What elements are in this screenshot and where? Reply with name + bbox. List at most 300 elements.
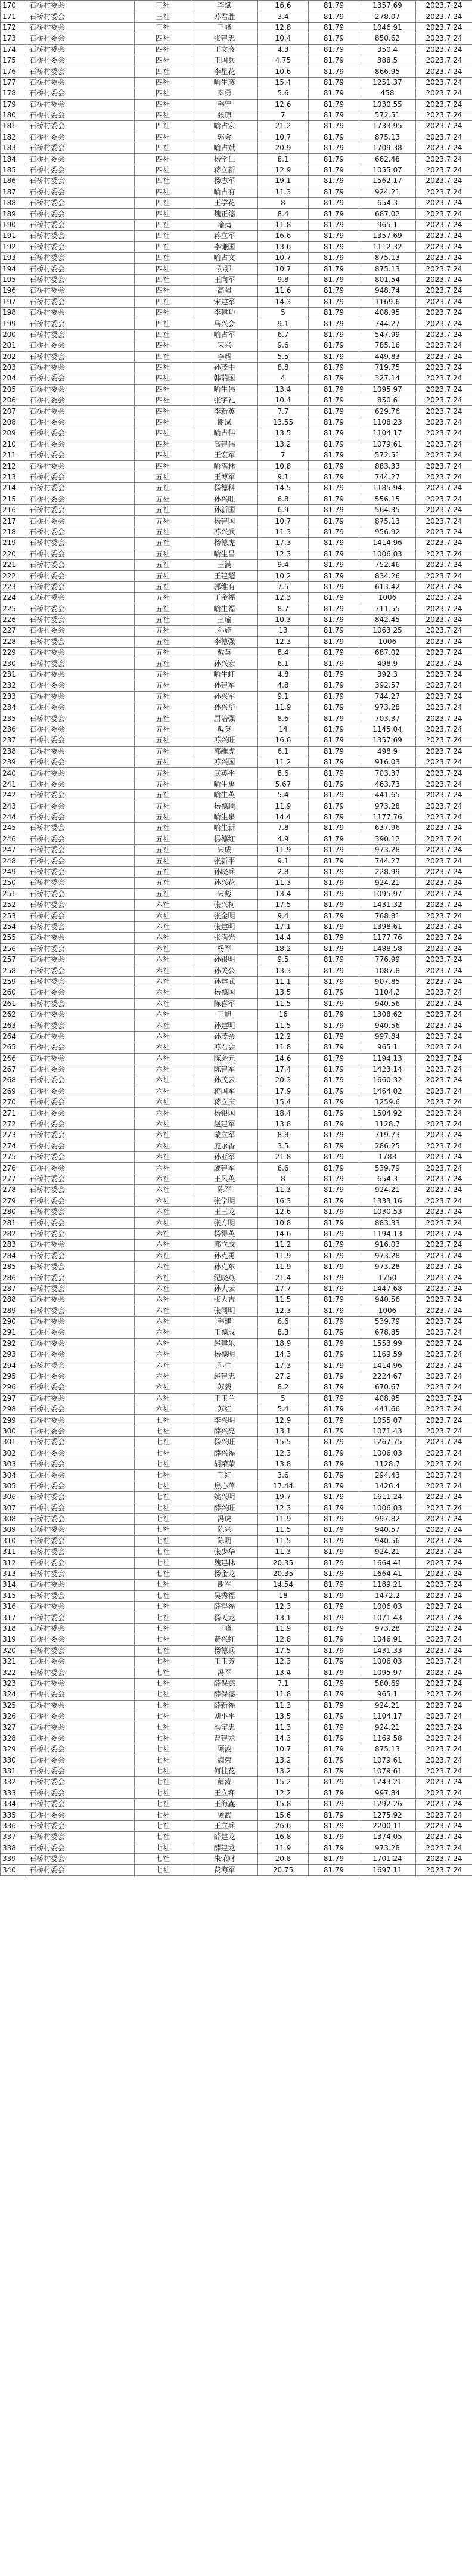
table-row	[1, 1810, 472, 1820]
unit-price-cell: 81.79	[309, 461, 359, 472]
table-row	[1, 1261, 472, 1272]
unit-price-cell: 81.79	[309, 44, 359, 55]
table-row	[1, 790, 472, 801]
group-cell: 六社	[135, 1272, 191, 1283]
village-committee-cell: 石桥村委会	[27, 1174, 135, 1184]
date-cell: 2023.7.24	[416, 1130, 472, 1141]
table-row	[1, 1448, 472, 1459]
table-row	[1, 143, 472, 154]
row-number-cell: 236	[1, 724, 27, 735]
unit-price-cell: 81.79	[309, 812, 359, 822]
row-number-cell: 231	[1, 669, 27, 680]
row-number-cell: 265	[1, 1042, 27, 1053]
group-cell: 七社	[135, 1558, 191, 1568]
date-cell: 2023.7.24	[416, 1788, 472, 1798]
unit-price-cell: 81.79	[309, 1163, 359, 1174]
unit-price-cell: 81.79	[309, 351, 359, 362]
name-cell: 李星花	[191, 66, 258, 77]
amount-cell: 547.99	[359, 329, 416, 340]
area-cell: 8.8	[258, 362, 309, 373]
unit-price-cell: 81.79	[309, 1492, 359, 1503]
area-cell: 13.1	[258, 1426, 309, 1436]
table-row	[1, 1535, 472, 1546]
village-committee-cell: 石桥村委会	[27, 1371, 135, 1382]
village-committee-cell: 石桥村委会	[27, 987, 135, 998]
village-committee-cell: 石桥村委会	[27, 965, 135, 976]
date-cell: 2023.7.24	[416, 888, 472, 899]
amount-cell: 924.21	[359, 1700, 416, 1711]
unit-price-cell: 81.79	[309, 603, 359, 614]
name-cell: 孙兴花	[191, 878, 258, 888]
unit-price-cell: 81.79	[309, 933, 359, 943]
village-committee-cell: 石桥村委会	[27, 55, 135, 66]
group-cell: 五社	[135, 527, 191, 537]
unit-price-cell: 81.79	[309, 636, 359, 647]
group-cell: 四社	[135, 110, 191, 120]
unit-price-cell: 81.79	[309, 1020, 359, 1031]
date-cell: 2023.7.24	[416, 878, 472, 888]
village-committee-cell: 石桥村委会	[27, 954, 135, 965]
unit-price-cell: 81.79	[309, 1009, 359, 1020]
date-cell: 2023.7.24	[416, 373, 472, 384]
area-cell: 12.3	[258, 549, 309, 559]
table-row	[1, 571, 472, 581]
area-cell: 7.8	[258, 823, 309, 834]
amount-cell: 408.95	[359, 307, 416, 318]
row-number-cell: 243	[1, 801, 27, 812]
group-cell: 六社	[135, 1064, 191, 1075]
name-cell: 孙强	[191, 264, 258, 274]
name-cell: 王峰	[191, 1623, 258, 1634]
area-cell: 11.9	[258, 1513, 309, 1524]
group-cell: 六社	[135, 1218, 191, 1228]
table-row	[1, 1513, 472, 1524]
amount-cell: 1128.7	[359, 1119, 416, 1129]
village-committee-cell: 石桥村委会	[27, 614, 135, 625]
table-row	[1, 593, 472, 603]
date-cell: 2023.7.24	[416, 1393, 472, 1404]
unit-price-cell: 81.79	[309, 1448, 359, 1459]
table-row	[1, 274, 472, 285]
name-cell: 杨银国	[191, 1108, 258, 1119]
group-cell: 七社	[135, 1634, 191, 1645]
name-cell: 王风英	[191, 1174, 258, 1184]
row-number-cell: 326	[1, 1711, 27, 1722]
village-committee-cell: 石桥村委会	[27, 1382, 135, 1393]
group-cell: 七社	[135, 1766, 191, 1776]
area-cell: 11.3	[258, 1700, 309, 1711]
date-cell: 2023.7.24	[416, 384, 472, 395]
area-cell: 13.5	[258, 1711, 309, 1722]
village-committee-cell: 石桥村委会	[27, 461, 135, 472]
amount-cell: 1071.43	[359, 1426, 416, 1436]
unit-price-cell: 81.79	[309, 1799, 359, 1810]
area-cell: 5	[258, 1393, 309, 1404]
row-number-cell: 183	[1, 143, 27, 154]
amount-cell: 940.56	[359, 998, 416, 1009]
unit-price-cell: 81.79	[309, 768, 359, 779]
row-number-cell: 232	[1, 680, 27, 691]
area-cell: 10.4	[258, 33, 309, 44]
area-cell: 9.8	[258, 274, 309, 285]
unit-price-cell: 81.79	[309, 1459, 359, 1469]
area-cell: 12.9	[258, 1415, 309, 1426]
group-cell: 七社	[135, 1602, 191, 1612]
name-cell: 王海鑫	[191, 1799, 258, 1810]
village-committee-cell: 石桥村委会	[27, 472, 135, 482]
name-cell: 杨金龙	[191, 1568, 258, 1579]
group-cell: 五社	[135, 691, 191, 702]
date-cell: 2023.7.24	[416, 1799, 472, 1810]
table-row	[1, 121, 472, 132]
amount-cell: 1006.03	[359, 1503, 416, 1513]
area-cell: 13.3	[258, 965, 309, 976]
table-row	[1, 1700, 472, 1711]
amount-cell: 1145.04	[359, 724, 416, 735]
village-committee-cell: 石桥村委会	[27, 1634, 135, 1645]
group-cell: 七社	[135, 1832, 191, 1843]
unit-price-cell: 81.79	[309, 1097, 359, 1108]
unit-price-cell: 81.79	[309, 1437, 359, 1448]
amount-cell: 924.21	[359, 1185, 416, 1196]
village-committee-cell: 石桥村委会	[27, 527, 135, 537]
area-cell: 8.3	[258, 1327, 309, 1338]
village-committee-cell: 石桥村委会	[27, 33, 135, 44]
group-cell: 三社	[135, 1, 191, 11]
date-cell: 2023.7.24	[416, 307, 472, 318]
unit-price-cell: 81.79	[309, 1832, 359, 1843]
amount-cell: 973.28	[359, 801, 416, 812]
row-number-cell: 337	[1, 1832, 27, 1843]
row-number-cell: 213	[1, 472, 27, 482]
group-cell: 六社	[135, 1152, 191, 1163]
group-cell: 四社	[135, 417, 191, 428]
date-cell: 2023.7.24	[416, 581, 472, 592]
area-cell: 10.7	[258, 1744, 309, 1755]
amount-cell: 973.28	[359, 1261, 416, 1272]
table-row	[1, 845, 472, 856]
area-cell: 18.4	[258, 1108, 309, 1119]
group-cell: 四社	[135, 77, 191, 88]
row-number-cell: 245	[1, 823, 27, 834]
row-number-cell: 309	[1, 1525, 27, 1535]
unit-price-cell: 81.79	[309, 395, 359, 406]
date-cell: 2023.7.24	[416, 527, 472, 537]
area-cell: 6.1	[258, 658, 309, 669]
table-row	[1, 1426, 472, 1436]
row-number-cell: 269	[1, 1086, 27, 1097]
table-row	[1, 965, 472, 976]
area-cell: 9.5	[258, 954, 309, 965]
name-cell: 陈会元	[191, 1053, 258, 1064]
amount-cell: 1104.17	[359, 1711, 416, 1722]
row-number-cell: 321	[1, 1656, 27, 1667]
amount-cell: 1087.8	[359, 965, 416, 976]
area-cell: 11.3	[258, 527, 309, 537]
area-cell: 18.9	[258, 1338, 309, 1349]
date-cell: 2023.7.24	[416, 1338, 472, 1349]
row-number-cell: 223	[1, 581, 27, 592]
village-committee-cell: 石桥村委会	[27, 834, 135, 844]
amount-cell: 744.27	[359, 691, 416, 702]
unit-price-cell: 81.79	[309, 1590, 359, 1601]
amount-cell: 1292.26	[359, 1799, 416, 1810]
amount-cell: 875.13	[359, 264, 416, 274]
table-row	[1, 1349, 472, 1360]
row-number-cell: 289	[1, 1305, 27, 1316]
name-cell: 孙茂中	[191, 362, 258, 373]
amount-cell: 1177.76	[359, 812, 416, 822]
name-cell: 李建功	[191, 307, 258, 318]
amount-cell: 842.45	[359, 614, 416, 625]
amount-cell: 744.27	[359, 318, 416, 329]
date-cell: 2023.7.24	[416, 99, 472, 110]
area-cell: 20.8	[258, 1854, 309, 1865]
row-number-cell: 275	[1, 1152, 27, 1163]
date-cell: 2023.7.24	[416, 943, 472, 954]
village-committee-cell: 石桥村委会	[27, 900, 135, 911]
amount-cell: 997.82	[359, 1513, 416, 1524]
table-row	[1, 439, 472, 450]
row-number-cell: 276	[1, 1163, 27, 1174]
area-cell: 11.3	[258, 187, 309, 197]
group-cell: 五社	[135, 680, 191, 691]
amount-cell: 1194.13	[359, 1228, 416, 1239]
group-cell: 七社	[135, 1777, 191, 1788]
amount-cell: 2200.11	[359, 1820, 416, 1831]
village-committee-cell: 石桥村委会	[27, 252, 135, 263]
area-cell: 3.5	[258, 1141, 309, 1151]
name-cell: 张金明	[191, 911, 258, 921]
name-cell: 张建忠	[191, 33, 258, 44]
unit-price-cell: 81.79	[309, 1075, 359, 1086]
unit-price-cell: 81.79	[309, 559, 359, 570]
village-committee-cell: 石桥村委会	[27, 713, 135, 724]
village-committee-cell: 石桥村委会	[27, 176, 135, 187]
area-cell: 8.1	[258, 154, 309, 165]
village-committee-cell: 石桥村委会	[27, 1196, 135, 1206]
row-number-cell: 227	[1, 626, 27, 636]
date-cell: 2023.7.24	[416, 1656, 472, 1667]
village-committee-cell: 石桥村委会	[27, 790, 135, 801]
row-number-cell: 304	[1, 1470, 27, 1481]
village-committee-cell: 石桥村委会	[27, 1295, 135, 1305]
table-row	[1, 55, 472, 66]
row-number-cell: 311	[1, 1547, 27, 1558]
table-row	[1, 1590, 472, 1601]
table-row	[1, 1667, 472, 1678]
amount-cell: 703.37	[359, 768, 416, 779]
row-number-cell: 240	[1, 768, 27, 779]
group-cell: 五社	[135, 549, 191, 559]
unit-price-cell: 81.79	[309, 834, 359, 844]
table-row	[1, 1338, 472, 1349]
table-row	[1, 1218, 472, 1228]
amount-cell: 498.9	[359, 658, 416, 669]
table-row	[1, 395, 472, 406]
table-row	[1, 1360, 472, 1371]
row-number-cell: 205	[1, 384, 27, 395]
name-cell: 喻占宏	[191, 121, 258, 132]
group-cell: 四社	[135, 143, 191, 154]
village-committee-cell: 石桥村委会	[27, 1503, 135, 1513]
row-number-cell: 286	[1, 1272, 27, 1283]
amount-cell: 940.56	[359, 1535, 416, 1546]
amount-cell: 1055.07	[359, 165, 416, 175]
name-cell: 韩宁	[191, 99, 258, 110]
row-number-cell: 257	[1, 954, 27, 965]
table-row	[1, 823, 472, 834]
table-row	[1, 33, 472, 44]
unit-price-cell: 81.79	[309, 921, 359, 932]
name-cell: 薛建龙	[191, 1843, 258, 1853]
row-number-cell: 202	[1, 351, 27, 362]
village-committee-cell: 石桥村委会	[27, 1481, 135, 1491]
group-cell: 六社	[135, 1130, 191, 1141]
area-cell: 10.7	[258, 252, 309, 263]
date-cell: 2023.7.24	[416, 746, 472, 757]
unit-price-cell: 81.79	[309, 22, 359, 33]
area-cell: 14.3	[258, 296, 309, 307]
area-cell: 15.6	[258, 1810, 309, 1820]
village-committee-cell: 石桥村委会	[27, 581, 135, 592]
table-row	[1, 735, 472, 746]
date-cell: 2023.7.24	[416, 1437, 472, 1448]
unit-price-cell: 81.79	[309, 66, 359, 77]
row-number-cell: 251	[1, 888, 27, 899]
date-cell: 2023.7.24	[416, 845, 472, 856]
group-cell: 三社	[135, 22, 191, 33]
group-cell: 六社	[135, 1283, 191, 1294]
name-cell: 高建伟	[191, 439, 258, 450]
date-cell: 2023.7.24	[416, 22, 472, 33]
group-cell: 四社	[135, 307, 191, 318]
name-cell: 戴英	[191, 724, 258, 735]
area-cell: 15.5	[258, 1437, 309, 1448]
table-row	[1, 1580, 472, 1590]
village-committee-cell: 石桥村委会	[27, 669, 135, 680]
amount-cell: 1055.07	[359, 1415, 416, 1426]
group-cell: 六社	[135, 987, 191, 998]
amount-cell: 1128.7	[359, 1459, 416, 1469]
village-committee-cell: 石桥村委会	[27, 1733, 135, 1744]
row-number-cell: 332	[1, 1777, 27, 1788]
row-number-cell: 320	[1, 1645, 27, 1656]
group-cell: 七社	[135, 1415, 191, 1426]
group-cell: 四社	[135, 165, 191, 175]
group-cell: 五社	[135, 559, 191, 570]
row-number-cell: 175	[1, 55, 27, 66]
area-cell: 15.4	[258, 1097, 309, 1108]
unit-price-cell: 81.79	[309, 1031, 359, 1042]
row-number-cell: 288	[1, 1295, 27, 1305]
date-cell: 2023.7.24	[416, 713, 472, 724]
area-cell: 10.6	[258, 66, 309, 77]
unit-price-cell: 81.79	[309, 307, 359, 318]
area-cell: 12.3	[258, 593, 309, 603]
date-cell: 2023.7.24	[416, 549, 472, 559]
table-row	[1, 1382, 472, 1393]
name-cell: 蒙立军	[191, 1130, 258, 1141]
amount-cell: 875.13	[359, 1744, 416, 1755]
date-cell: 2023.7.24	[416, 209, 472, 219]
date-cell: 2023.7.24	[416, 417, 472, 428]
unit-price-cell: 81.79	[309, 132, 359, 143]
table-row	[1, 954, 472, 965]
group-cell: 七社	[135, 1492, 191, 1503]
date-cell: 2023.7.24	[416, 1777, 472, 1788]
row-number-cell: 284	[1, 1250, 27, 1261]
name-cell: 魏建林	[191, 1558, 258, 1568]
date-cell: 2023.7.24	[416, 1009, 472, 1020]
unit-price-cell: 81.79	[309, 1645, 359, 1656]
village-committee-cell: 石桥村委会	[27, 219, 135, 230]
amount-cell: 1006	[359, 1305, 416, 1316]
area-cell: 20.9	[258, 143, 309, 154]
group-cell: 六社	[135, 1360, 191, 1371]
table-row	[1, 1130, 472, 1141]
village-committee-cell: 石桥村委会	[27, 1810, 135, 1820]
group-cell: 五社	[135, 483, 191, 494]
table-body	[1, 1, 472, 1876]
amount-cell: 1006	[359, 636, 416, 647]
amount-cell: 1504.92	[359, 1108, 416, 1119]
village-committee-cell: 石桥村委会	[27, 691, 135, 702]
row-number-cell: 218	[1, 527, 27, 537]
date-cell: 2023.7.24	[416, 1722, 472, 1733]
amount-cell: 1733.95	[359, 121, 416, 132]
name-cell: 孙兴华	[191, 702, 258, 713]
date-cell: 2023.7.24	[416, 834, 472, 844]
unit-price-cell: 81.79	[309, 1382, 359, 1393]
row-number-cell: 314	[1, 1580, 27, 1590]
unit-price-cell: 81.79	[309, 450, 359, 461]
name-cell: 李斌	[191, 1, 258, 11]
row-number-cell: 172	[1, 22, 27, 33]
amount-cell: 1697.11	[359, 1865, 416, 1875]
name-cell: 陈明	[191, 1535, 258, 1546]
date-cell: 2023.7.24	[416, 1667, 472, 1678]
row-number-cell: 295	[1, 1371, 27, 1382]
area-cell: 12.6	[258, 99, 309, 110]
amount-cell: 1664.41	[359, 1568, 416, 1579]
name-cell: 杨德科	[191, 483, 258, 494]
village-committee-cell: 石桥村委会	[27, 1415, 135, 1426]
unit-price-cell: 81.79	[309, 198, 359, 209]
village-committee-cell: 石桥村委会	[27, 66, 135, 77]
name-cell: 王玉兰	[191, 1393, 258, 1404]
row-number-cell: 250	[1, 878, 27, 888]
group-cell: 四社	[135, 242, 191, 252]
date-cell: 2023.7.24	[416, 340, 472, 351]
group-cell: 六社	[135, 1119, 191, 1129]
area-cell: 8.8	[258, 1130, 309, 1141]
area-cell: 13.5	[258, 428, 309, 439]
village-committee-cell: 石桥村委会	[27, 856, 135, 866]
table-row	[1, 472, 472, 482]
area-cell: 14.4	[258, 933, 309, 943]
amount-cell: 458	[359, 88, 416, 99]
row-number-cell: 266	[1, 1053, 27, 1064]
row-number-cell: 188	[1, 198, 27, 209]
table-row	[1, 1656, 472, 1667]
group-cell: 五社	[135, 888, 191, 899]
unit-price-cell: 81.79	[309, 1206, 359, 1217]
village-committee-cell: 石桥村委会	[27, 516, 135, 527]
row-number-cell: 190	[1, 219, 27, 230]
village-committee-cell: 石桥村委会	[27, 1163, 135, 1174]
row-number-cell: 312	[1, 1558, 27, 1568]
